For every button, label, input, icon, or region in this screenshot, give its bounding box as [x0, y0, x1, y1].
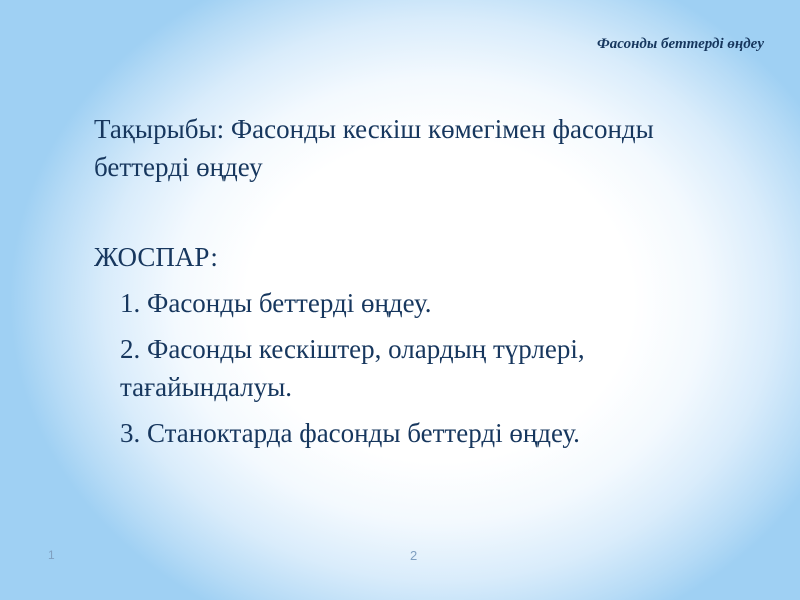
plan-item-2: 2. Фасонды кескіштер, олардың түрлері, тағайындалуы. [120, 334, 585, 402]
footer-page-number: 2 [410, 548, 418, 563]
slide-header-title: Фасонды беттерді өңдеу [597, 36, 764, 52]
slide-content [94, 110, 754, 452]
plan-list [94, 284, 754, 452]
plan-item-1: 1. Фасонды беттерді өңдеу. [120, 288, 432, 318]
footer-slide-number: 1 [48, 548, 55, 562]
plan-item-3: 3. Станоктарда фасонды беттерді өңдеу. [120, 418, 580, 448]
topic-text: Тақырыбы: Фасонды кескіш көмегімен фасонды беттерді өңдеу [94, 114, 654, 182]
plan-heading: ЖОСПАР: [94, 242, 218, 272]
